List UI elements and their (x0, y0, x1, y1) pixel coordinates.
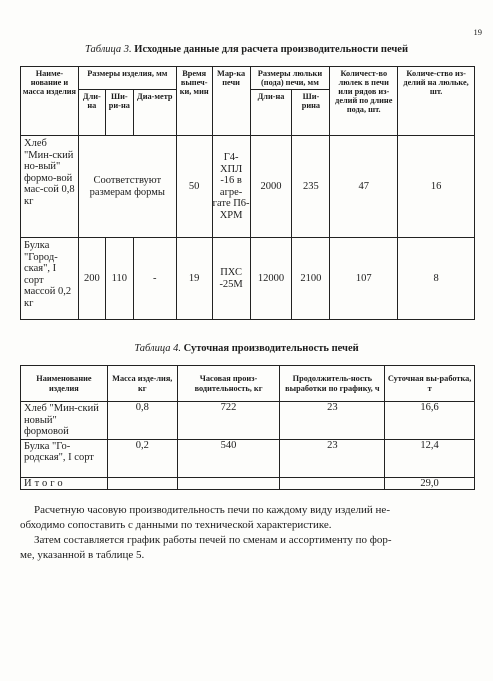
paragraph-2-line-1: Затем составляется график работы печей по сменам и ассортименту по фор- (34, 534, 392, 546)
row-diameter: - (133, 238, 176, 320)
table-row (21, 238, 475, 320)
header-daily: Суточная вы-работка, т (385, 366, 475, 402)
table-row (21, 402, 475, 440)
row-duration: 23 (280, 402, 385, 440)
row-product-name: Хлеб "Мин-ский но-вый" формо-вой мас-сой 0,8 кг (21, 136, 79, 238)
row-width: 110 (105, 238, 133, 320)
row-cradle-length: 12000 (250, 238, 292, 320)
row-mass: 0,8 (107, 402, 177, 440)
table4-caption (0, 343, 493, 354)
table4 (20, 365, 475, 490)
table3-caption-title: Исходные данные для расчета производительности печей (134, 44, 409, 55)
total-label: Итого (21, 477, 108, 490)
table-total-row (21, 477, 475, 490)
row-duration: 23 (280, 439, 385, 477)
row-hourly: 722 (177, 402, 280, 440)
table3-caption (0, 44, 493, 55)
total-value: 29,0 (385, 477, 475, 490)
row-daily: 12,4 (385, 439, 475, 477)
table3-caption-label: Таблица 3. (84, 44, 132, 55)
row-daily: 16,6 (385, 402, 475, 440)
table-row (21, 136, 475, 238)
row-hourly: 540 (177, 439, 280, 477)
page-number: 19 (473, 27, 482, 37)
row-product-name: Булка "Город-ская", I сорт массой 0,2 кг (21, 238, 79, 320)
row-per-cradle: 16 (398, 136, 475, 238)
header-cradle-width: Ши-рина (292, 90, 330, 136)
row-dims-merged: Соответствуют размерам формы (78, 136, 176, 238)
header-dims: Размеры изделия, мм (78, 67, 176, 90)
header-mass: Масса изде-лия, кг (107, 366, 177, 402)
header-length: Дли-на (78, 90, 105, 136)
row-product-name: Хлеб "Мин-ский новый" формовой (21, 402, 108, 440)
row-product-name: Булка "Го-родская", I сорт (21, 439, 108, 477)
table4-caption-title: Суточная производительность печей (183, 343, 359, 354)
table3-header-row (21, 67, 475, 90)
row-cradles-count: 47 (330, 136, 398, 238)
header-cradles-count: Количест-во люлек в печи или рядов из-делий по длине пода, шт. (330, 67, 398, 136)
paragraph-2-line-2: ме, указанной в таблице 5. (20, 549, 145, 561)
header-name: Наиме-нование и масса изделия (21, 67, 79, 136)
row-mass: 0,2 (107, 439, 177, 477)
header-diameter: Диа-метр (133, 90, 176, 136)
row-cradles-count: 107 (330, 238, 398, 320)
header-per-cradle: Количе-ство из-делий на люльке, шт. (398, 67, 475, 136)
table-row (21, 439, 475, 477)
header-oven-brand: Мар-ка печи (212, 67, 250, 136)
paragraph-1-line-2: обходимо сопоставить с данными по технической характеристике. (20, 519, 332, 531)
row-cradle-width: 2100 (292, 238, 330, 320)
row-cradle-width: 235 (292, 136, 330, 238)
row-bake-time: 50 (176, 136, 212, 238)
row-oven: ПХС -25М (212, 238, 250, 320)
row-bake-time: 19 (176, 238, 212, 320)
header-cradle-length: Дли-на (250, 90, 292, 136)
header-bake-time: Время выпеч-ки, мин (176, 67, 212, 136)
row-per-cradle: 8 (398, 238, 475, 320)
table4-caption-label: Таблица 4. (134, 343, 181, 354)
table4-header-row (21, 366, 475, 402)
header-cradle: Размеры люльки (пода) печи, мм (250, 67, 330, 90)
table3 (20, 66, 475, 320)
header-hourly: Часовая произ-водительность, кг (177, 366, 280, 402)
row-cradle-length: 2000 (250, 136, 292, 238)
header-name: Наименование изделия (21, 366, 108, 402)
header-duration: Продолжитель-ность выработки по графику, ч (280, 366, 385, 402)
row-length: 200 (78, 238, 105, 320)
paragraph-1-line-1: Расчетную часовую производительность печи по каждому виду изделий не- (34, 504, 390, 516)
row-oven: Г4-ХПЛ -16 в агре-гате П6-ХРМ (212, 136, 250, 238)
header-width: Ши-ри-на (105, 90, 133, 136)
